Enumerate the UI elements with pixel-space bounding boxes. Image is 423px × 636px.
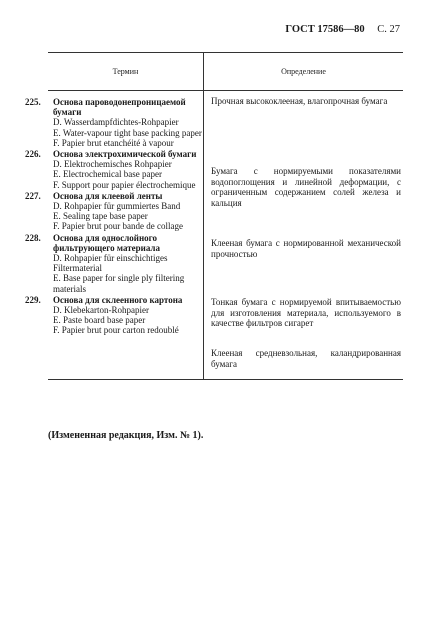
- terms-column: [25, 91, 204, 379]
- amendment-note: (Измененная редакция, Изм. № 1).: [48, 430, 204, 441]
- term-translation-en: E. Sealing tape base paper: [53, 211, 148, 222]
- term-entry-229: [25, 294, 203, 336]
- definition-229: Клееная средневзольная, каландрированная бумага: [211, 348, 401, 369]
- term-russian: Основа электрохимической бумаги: [53, 149, 197, 160]
- term-number: 227.: [25, 190, 41, 201]
- table-header: [48, 53, 403, 91]
- term-translation-de: D. Klebekarton-Rohpapier: [53, 305, 149, 316]
- standard-number: ГОСТ 17586—80: [285, 24, 365, 35]
- definitions-column: [204, 91, 403, 379]
- term-translation-fr: F. Papier brut pour bande de collage: [53, 221, 183, 232]
- term-number: 229.: [25, 294, 41, 305]
- term-number: 228.: [25, 232, 41, 243]
- column-header-definition: Определение: [281, 67, 326, 76]
- definition-227: Клееная бумага с нормированной механической прочностью: [211, 238, 401, 259]
- term-translation-fr: F. Papier brut etanchéité à vapour: [53, 137, 174, 148]
- term-russian: Основа для однослойного фильтрующего материала: [53, 232, 160, 253]
- term-translation-en: E. Paste board base paper: [53, 315, 146, 326]
- term-entry-225: [25, 97, 203, 148]
- term-entry-227: [25, 190, 203, 232]
- term-translation-de: D. Rohpapier für einschichtiges Filtermaterial: [53, 253, 168, 274]
- term-number: 226.: [25, 149, 41, 160]
- term-translation-fr: F. Support pour papier électrochemique: [53, 179, 196, 190]
- term-translation-en: E. Water-vapour tight base packing paper: [53, 127, 202, 138]
- term-russian: Основа для клеевой ленты: [53, 190, 163, 201]
- term-translation-de: D. Elektrochemisches Rohpapier: [53, 159, 172, 170]
- page-number: С. 27: [377, 24, 400, 35]
- term-translation-de: D. Wasserdampfdichtes-Rohpapier: [53, 117, 179, 128]
- term-number: 225.: [25, 97, 41, 107]
- term-entry-226: [25, 149, 203, 190]
- table-body: [25, 91, 403, 379]
- column-header-term: Термин: [48, 53, 204, 90]
- term-translation-fr: F. Papier brut pour carton redoublé: [53, 325, 179, 336]
- page-header: [0, 24, 400, 35]
- definition-225: Прочная высококлееная, влагопрочная бумага: [211, 96, 388, 106]
- definition-226: Бумага с нормируемыми показателями водопоглощения и линейной деформации, с ограниченным содержанием солей железа и кальция: [211, 166, 401, 208]
- term-russian: Основа пароводонепроницаемой бумаги: [53, 97, 186, 118]
- term-translation-de: D. Rohpapier für gummiertes Band: [53, 201, 181, 212]
- term-translation-en: E. Base paper for single ply filtering materials: [53, 273, 185, 294]
- term-russian: Основа для склеенного картона: [53, 294, 183, 305]
- term-translation-en: E. Electrochemical base paper: [53, 169, 162, 180]
- term-entry-228: [25, 232, 203, 294]
- definition-228: Тонкая бумага с нормируемой впитываемостью для изготовления материала, используемого в качестве фильтров сигарет: [211, 297, 401, 329]
